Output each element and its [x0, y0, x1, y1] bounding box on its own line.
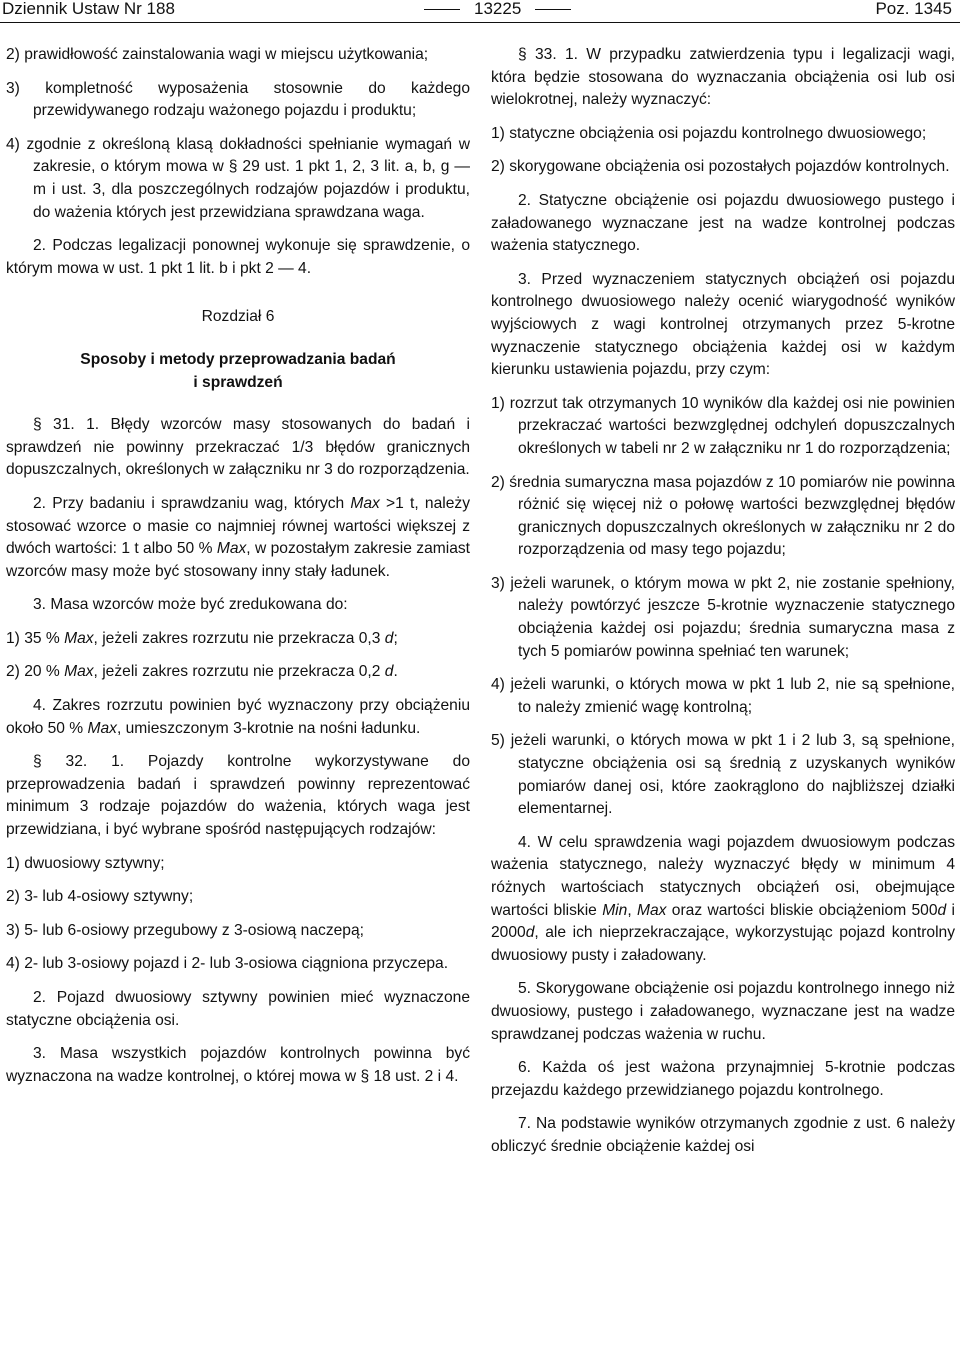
paragraph: 3) jeżeli warunek, o którym mowa w pkt 2, nie zostanie spełniony, należy powtórzyć jeszcze 5-krotnie wyznaczenie statycznego obciążenia każdej osi pojazdu; średnia sumaryczna masa z tych 5 pomiarów powinna spełniać ten warunek;: [491, 574, 955, 660]
paragraph: [6, 493, 470, 583]
paragraph: 1) statyczne obciążenia osi pojazdu kontrolnego dwuosiowego;: [491, 124, 927, 142]
text: , jeżeli zakres rozrzutu nie przekracza 0,2: [93, 663, 385, 681]
paragraph: § 31. 1. Błędy wzorców masy stosowanych do badań i sprawdzeń nie powinny przekraczać 1/3 błędów granicznych dopuszczalnych, określonych w załączniku nr 3 do rozporządzenia.: [6, 416, 470, 479]
paragraph: 6. Każda oś jest ważona przynajmniej 5-krotnie podczas przejazdu każdego przewidzianego pojazdu kontrolnego.: [491, 1059, 955, 1099]
paragraph: 3) 5- lub 6-osiowy przegubowy z 3-osiową naczepą;: [6, 921, 364, 939]
chapter-title-line1: Sposoby i metody przeprowadzania badań: [80, 350, 396, 368]
text: 2. Przy badaniu i sprawdzaniu wag, których: [33, 494, 351, 512]
paragraph: 3. Przed wyznaczeniem statycznych obciążeń osi pojazdu kontrolnego dwuosiowego należy ocenić wiarygodność wyników wyjściowych z wagi kontrolnej otrzymanych przez 5-krotne wyznaczenie statycznego obciążenia każdej osi w każdym kierunku ustawienia pojazdu, przy czym:: [491, 270, 955, 379]
italic-text: Max: [64, 629, 94, 647]
paragraph: 4) 2- lub 3-osiowy pojazd i 2- lub 3-osiowa ciągniona przyczepa.: [6, 955, 449, 973]
paragraph: [491, 832, 955, 968]
paragraph: 2) 3- lub 4-osiowy sztywny;: [6, 888, 194, 906]
paragraph: 2) skorygowane obciążenia osi pozostałych pojazdów kontrolnych.: [491, 158, 950, 176]
text: oraz wartości bliskie obciążeniom 500: [666, 901, 938, 919]
italic-text: Min: [602, 901, 628, 919]
chapter-label: Rozdział 6: [201, 308, 275, 326]
italic-text: Max: [64, 663, 94, 681]
paragraph: 3. Masa wzorców może być zredukowana do:: [33, 596, 348, 614]
paragraph: 2. Pojazd dwuosiowy sztywny powinien mieć wyznaczone statyczne obciążenia osi.: [6, 989, 470, 1029]
paragraph: 5. Skorygowane obciążenie osi pojazdu kontrolnego innego niż dwuosiowy, pustego i załadowanego, wyznaczane jest na wadze sprawdzanej podczas ważenia w ruchu.: [491, 980, 955, 1043]
paragraph: 1) rozrzut tak otrzymanych 10 wyników dla każdej osi nie powinien przekraczać wartości bezwzględnej odchyleń dopuszczalnych określonych w tabeli nr 2 w załączniku nr 1 do rozporządzenia;: [491, 394, 955, 457]
paragraph: [6, 661, 470, 684]
paragraph: 4) zgodnie z określoną klasą dokładności spełnianie wymagań w zakresie, o którym mowa w § 29 ust. 1 pkt 1, 2, 3 lit. a, b, g — m i ust. 3, dla poszczególnych rodzajów pojazdów i produktu, do ważenia których jest przewidziana sprawdzana waga.: [6, 135, 470, 221]
text: , w pozostałym zakresie zamiast wzorców masy może być stosowany inny stały ładunek.: [6, 540, 470, 580]
paragraph: 4) jeżeli warunki, o których mowa w pkt 1 lub 2, nie są spełnione, to należy zmienić wagę kontrolną;: [491, 676, 955, 716]
text: 4. Zakres rozrzutu powinien być wyznaczony przy obciążeniu około 50 %: [6, 697, 470, 737]
italic-text: d: [525, 924, 535, 942]
left-column: [6, 44, 470, 1099]
text: 2) 20 %: [6, 663, 65, 681]
text: 4. W celu sprawdzenia wagi pojazdem dwuosiowym podczas ważenia statycznego, należy wyznaczyć błędy w minimum 4 różnych wartościach statycznych obciążeń osi, obejmujące wartości bliskie: [491, 833, 955, 919]
paragraph: 2) średnia sumaryczna masa pojazdów z 10 pomiarów nie powinna różnić się więcej niż o połowę wartości bezwzględnej błędów granicznych dopuszczalnych określonych w załączniku nr 2 do rozporządzenia od masy tego pojazdu;: [491, 473, 955, 559]
text: i 2000: [491, 901, 956, 942]
paragraph: 1) dwuosiowy sztywny;: [6, 854, 165, 872]
paragraph: 2. Statyczne obciążenie osi pojazdu dwuosiowego pustego i załadowanego wyznaczane jest na wadze kontrolnej podczas ważenia statycznego.: [491, 191, 955, 255]
paragraph: § 33. 1. W przypadku zatwierdzenia typu i legalizacji wagi, która będzie stosowana do wyznaczania obciążenia osi lub osi wielokrotnej, należy wyznaczyć:: [491, 46, 955, 109]
text: ,: [627, 901, 637, 919]
chapter-title-line2: i sprawdzeń: [193, 373, 283, 391]
text: 1) 35 %: [6, 629, 65, 647]
right-column: [491, 44, 955, 1170]
italic-text: Max: [350, 494, 380, 512]
paragraph: 3) kompletność wyposażenia stosownie do każdego przewidywanego rodzaju ważonego pojazdu i produktu;: [6, 79, 470, 120]
italic-text: Max: [216, 540, 247, 558]
paragraph: [6, 628, 470, 651]
italic-text: Max: [637, 901, 667, 919]
text: , ale ich nieprzekraczające, wykorzystując pojazd kontrolny dwuosiowy pusty i załadowany.: [491, 924, 955, 964]
dash-right: [535, 9, 571, 10]
page-number-text: 13225: [474, 0, 522, 18]
paragraph: 3. Masa wszystkich pojazdów kontrolnych powinna być wyznaczona na wadze kontrolnej, o której mowa w § 18 ust. 2 i 4.: [6, 1045, 470, 1085]
italic-text: d: [384, 663, 394, 681]
italic-text: d: [384, 629, 394, 647]
paragraph: 5) jeżeli warunki, o których mowa w pkt 1 i 2 lub 3, są spełnione, statyczne obciążenia osi są średnią z uzyskanych wyników pomiarów danej osi, które zaokrąglono do najbliższej działki elementarnej.: [491, 732, 955, 818]
paragraph: 2) prawidłowość zainstalowania wagi w miejscu użytkowania;: [6, 46, 429, 63]
text: , jeżeli zakres rozrzutu nie przekracza 0,3: [93, 629, 385, 647]
dash-left: [424, 9, 460, 10]
paragraph: [6, 695, 470, 740]
italic-text: Max: [87, 719, 117, 737]
text: .: [393, 663, 398, 681]
page-number: [410, 0, 585, 17]
paragraph: 2. Podczas legalizacji ponownej wykonuje się sprawdzenie, o którym mowa w ust. 1 pkt 1 lit. b i pkt 2 — 4.: [6, 237, 470, 277]
text: , umieszczonym 3-krotnie na nośni ładunku.: [116, 719, 421, 737]
text: ;: [393, 629, 398, 647]
position-number: Poz. 1345: [875, 0, 952, 18]
italic-text: d: [937, 901, 947, 919]
paragraph: 7. Na podstawie wyników otrzymanych zgodnie z ust. 6 należy obliczyć średnie obciążenie każdej osi: [491, 1115, 955, 1155]
text: >1 t, należy stosować wzorce o masie co najmniej równej wartości większej z dwóch wartości: 1 t albo 50 %: [6, 494, 470, 558]
paragraph: § 32. 1. Pojazdy kontrolne wykorzystywane do przeprowadzenia badań i sprawdzeń powinny reprezentować minimum 3 rodzaje pojazdów do ważenia, których waga jest przewidziana, i być wybrane spośród następujących rodzajów:: [6, 753, 470, 839]
chapter-title: [6, 349, 470, 394]
header-rule: [0, 22, 960, 23]
page-header: [0, 0, 960, 24]
journal-title: Dziennik Ustaw Nr 188: [2, 0, 175, 18]
